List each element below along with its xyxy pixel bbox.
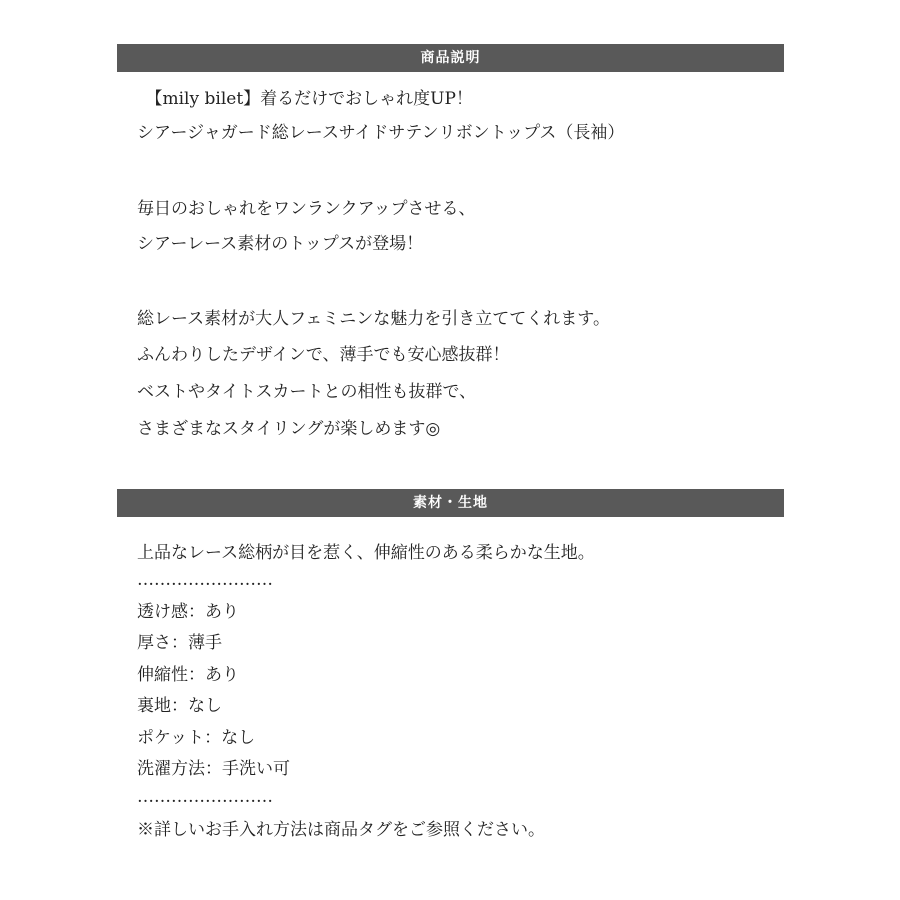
- spec-lining: 裏地：なし: [137, 696, 222, 716]
- description-line-4: シアーレース素材のトップスが登場！: [137, 234, 424, 254]
- description-line-6: ふんわりしたデザインで、薄手でも安心感抜群！: [137, 345, 510, 365]
- product-description-header: 商品説明: [117, 44, 784, 72]
- description-line-5: 総レース素材が大人フェミニンな魅力を引き立ててくれます。: [137, 309, 610, 329]
- spec-transparency: 透け感：あり: [137, 602, 239, 622]
- description-line-1: 【mily bilet】着るだけでおしゃれ度UP！: [137, 89, 473, 109]
- material-divider-top: ……………………: [137, 570, 273, 590]
- description-line-7: ベストやタイトスカートとの相性も抜群で、: [137, 382, 477, 402]
- description-line-3: 毎日のおしゃれをワンランクアップさせる、: [137, 199, 476, 219]
- description-line-2: シアージャガード総レースサイドサテンリボントップス（長袖）: [137, 123, 625, 143]
- spec-pocket: ポケット：なし: [137, 728, 256, 748]
- spec-washing: 洗濯方法：手洗い可: [137, 759, 290, 779]
- description-line-8: さまざまなスタイリングが楽しめます◎: [137, 419, 441, 439]
- material-intro: 上品なレース総柄が目を惹く、伸縮性のある柔らかな生地。: [137, 543, 595, 563]
- material-divider-bottom: ……………………: [137, 787, 273, 807]
- care-note: ※詳しいお手入れ方法は商品タグをご参照ください。: [137, 820, 545, 840]
- spec-thickness: 厚さ：薄手: [137, 633, 222, 653]
- material-header: 素材・生地: [117, 489, 784, 517]
- spec-stretch: 伸縮性：あり: [137, 665, 239, 685]
